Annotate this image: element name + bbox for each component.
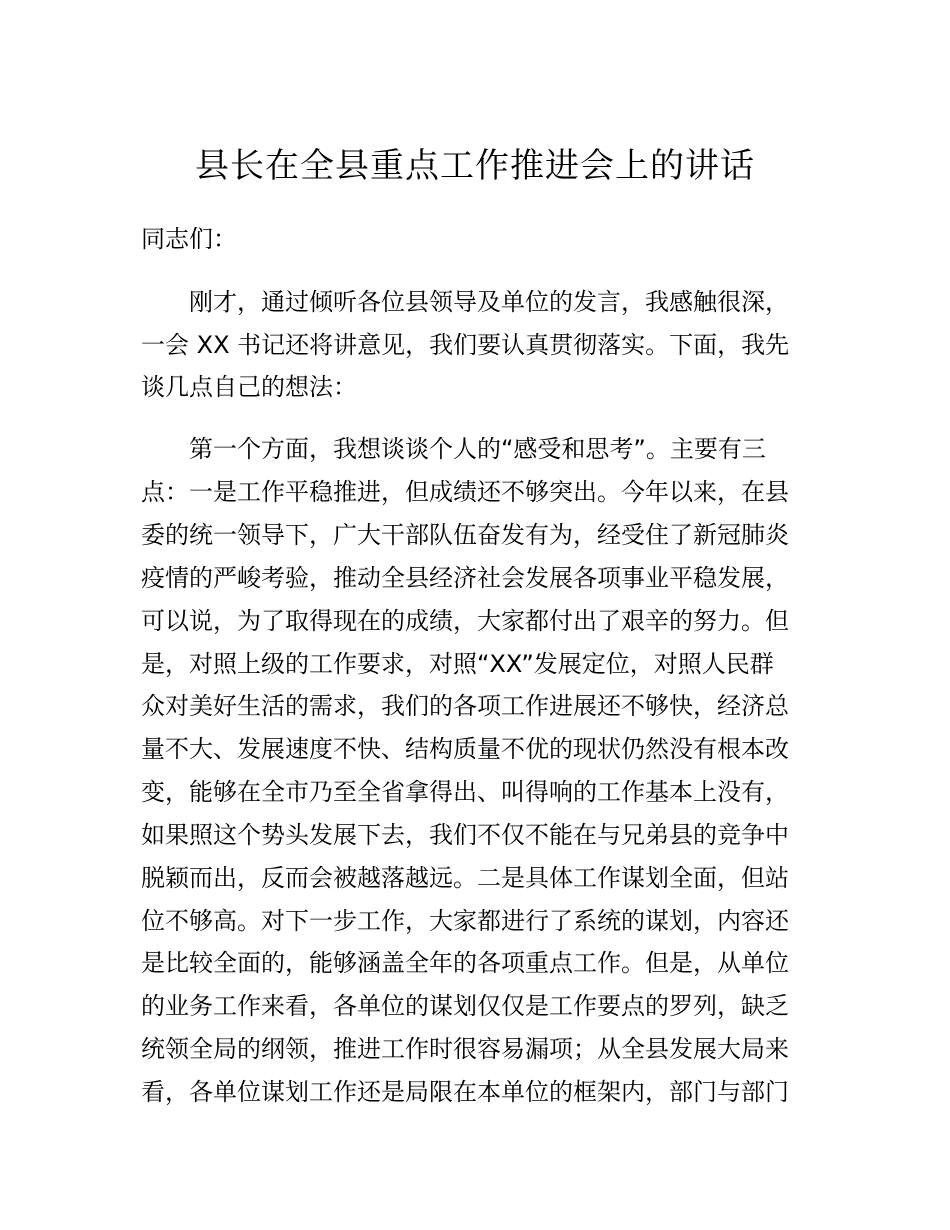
paragraph-2-line: 是比较全面的，能够涵盖全年的各项重点工作。但是，从单位 (141, 949, 789, 977)
paragraph-2-line: 如果照这个势头发展下去，我们不仅不能在与兄弟县的竞争中 (141, 821, 789, 849)
paragraph-2-line: 点：一是工作平稳推进，但成绩还不够突出。今年以来，在县 (141, 478, 789, 506)
document-title: 县长在全县重点工作推进会上的讲话 (195, 146, 755, 186)
paragraph-2-line: 的业务工作来看，各单位的谋划仅仅是工作要点的罗列，缺乏 (141, 992, 789, 1020)
paragraph-2-line: 变，能够在全市乃至全省拿得出、叫得响的工作基本上没有， (141, 778, 789, 806)
paragraph-2-line: 看，各单位谋划工作还是局限在本单位的框架内，部门与部门 (141, 1078, 789, 1106)
paragraph-1-line: 刚才，通过倾听各位县领导及单位的发言，我感触很深， (189, 288, 789, 316)
paragraph-2-line: 量不大、发展速度不快、结构质量不优的现状仍然没有根本改 (141, 735, 789, 763)
paragraph-2-line: 疫情的严峻考验，推动全县经济社会发展各项事业平稳发展， (141, 564, 789, 592)
paragraph-2-line: 可以说，为了取得现在的成绩，大家都付出了艰辛的努力。但 (141, 607, 789, 635)
paragraph-2-line: 众对美好生活的需求，我们的各项工作进展还不够快，经济总 (141, 692, 789, 720)
salutation: 同志们： (141, 225, 237, 253)
paragraph-2-line: 位不够高。对下一步工作，大家都进行了系统的谋划，内容还 (141, 907, 789, 935)
paragraph-2-line: 第一个方面，我想谈谈个人的“感受和思考”。主要有三 (189, 435, 766, 463)
paragraph-2-line: 委的统一领导下，广大干部队伍奋发有为，经受住了新冠肺炎 (141, 521, 789, 549)
paragraph-2-line: 脱颖而出，反而会被越落越远。二是具体工作谋划全面，但站 (141, 864, 789, 892)
paragraph-1-line: 谈几点自己的想法： (141, 373, 357, 401)
paragraph-2-line: 是，对照上级的工作要求，对照“XX”发展定位，对照人民群 (141, 650, 774, 678)
paragraph-2-line: 统领全局的纲领，推进工作时很容易漏项；从全县发展大局来 (141, 1035, 789, 1063)
paragraph-1-line: 一会 XX 书记还将讲意见，我们要认真贯彻落实。下面，我先 (141, 331, 790, 359)
